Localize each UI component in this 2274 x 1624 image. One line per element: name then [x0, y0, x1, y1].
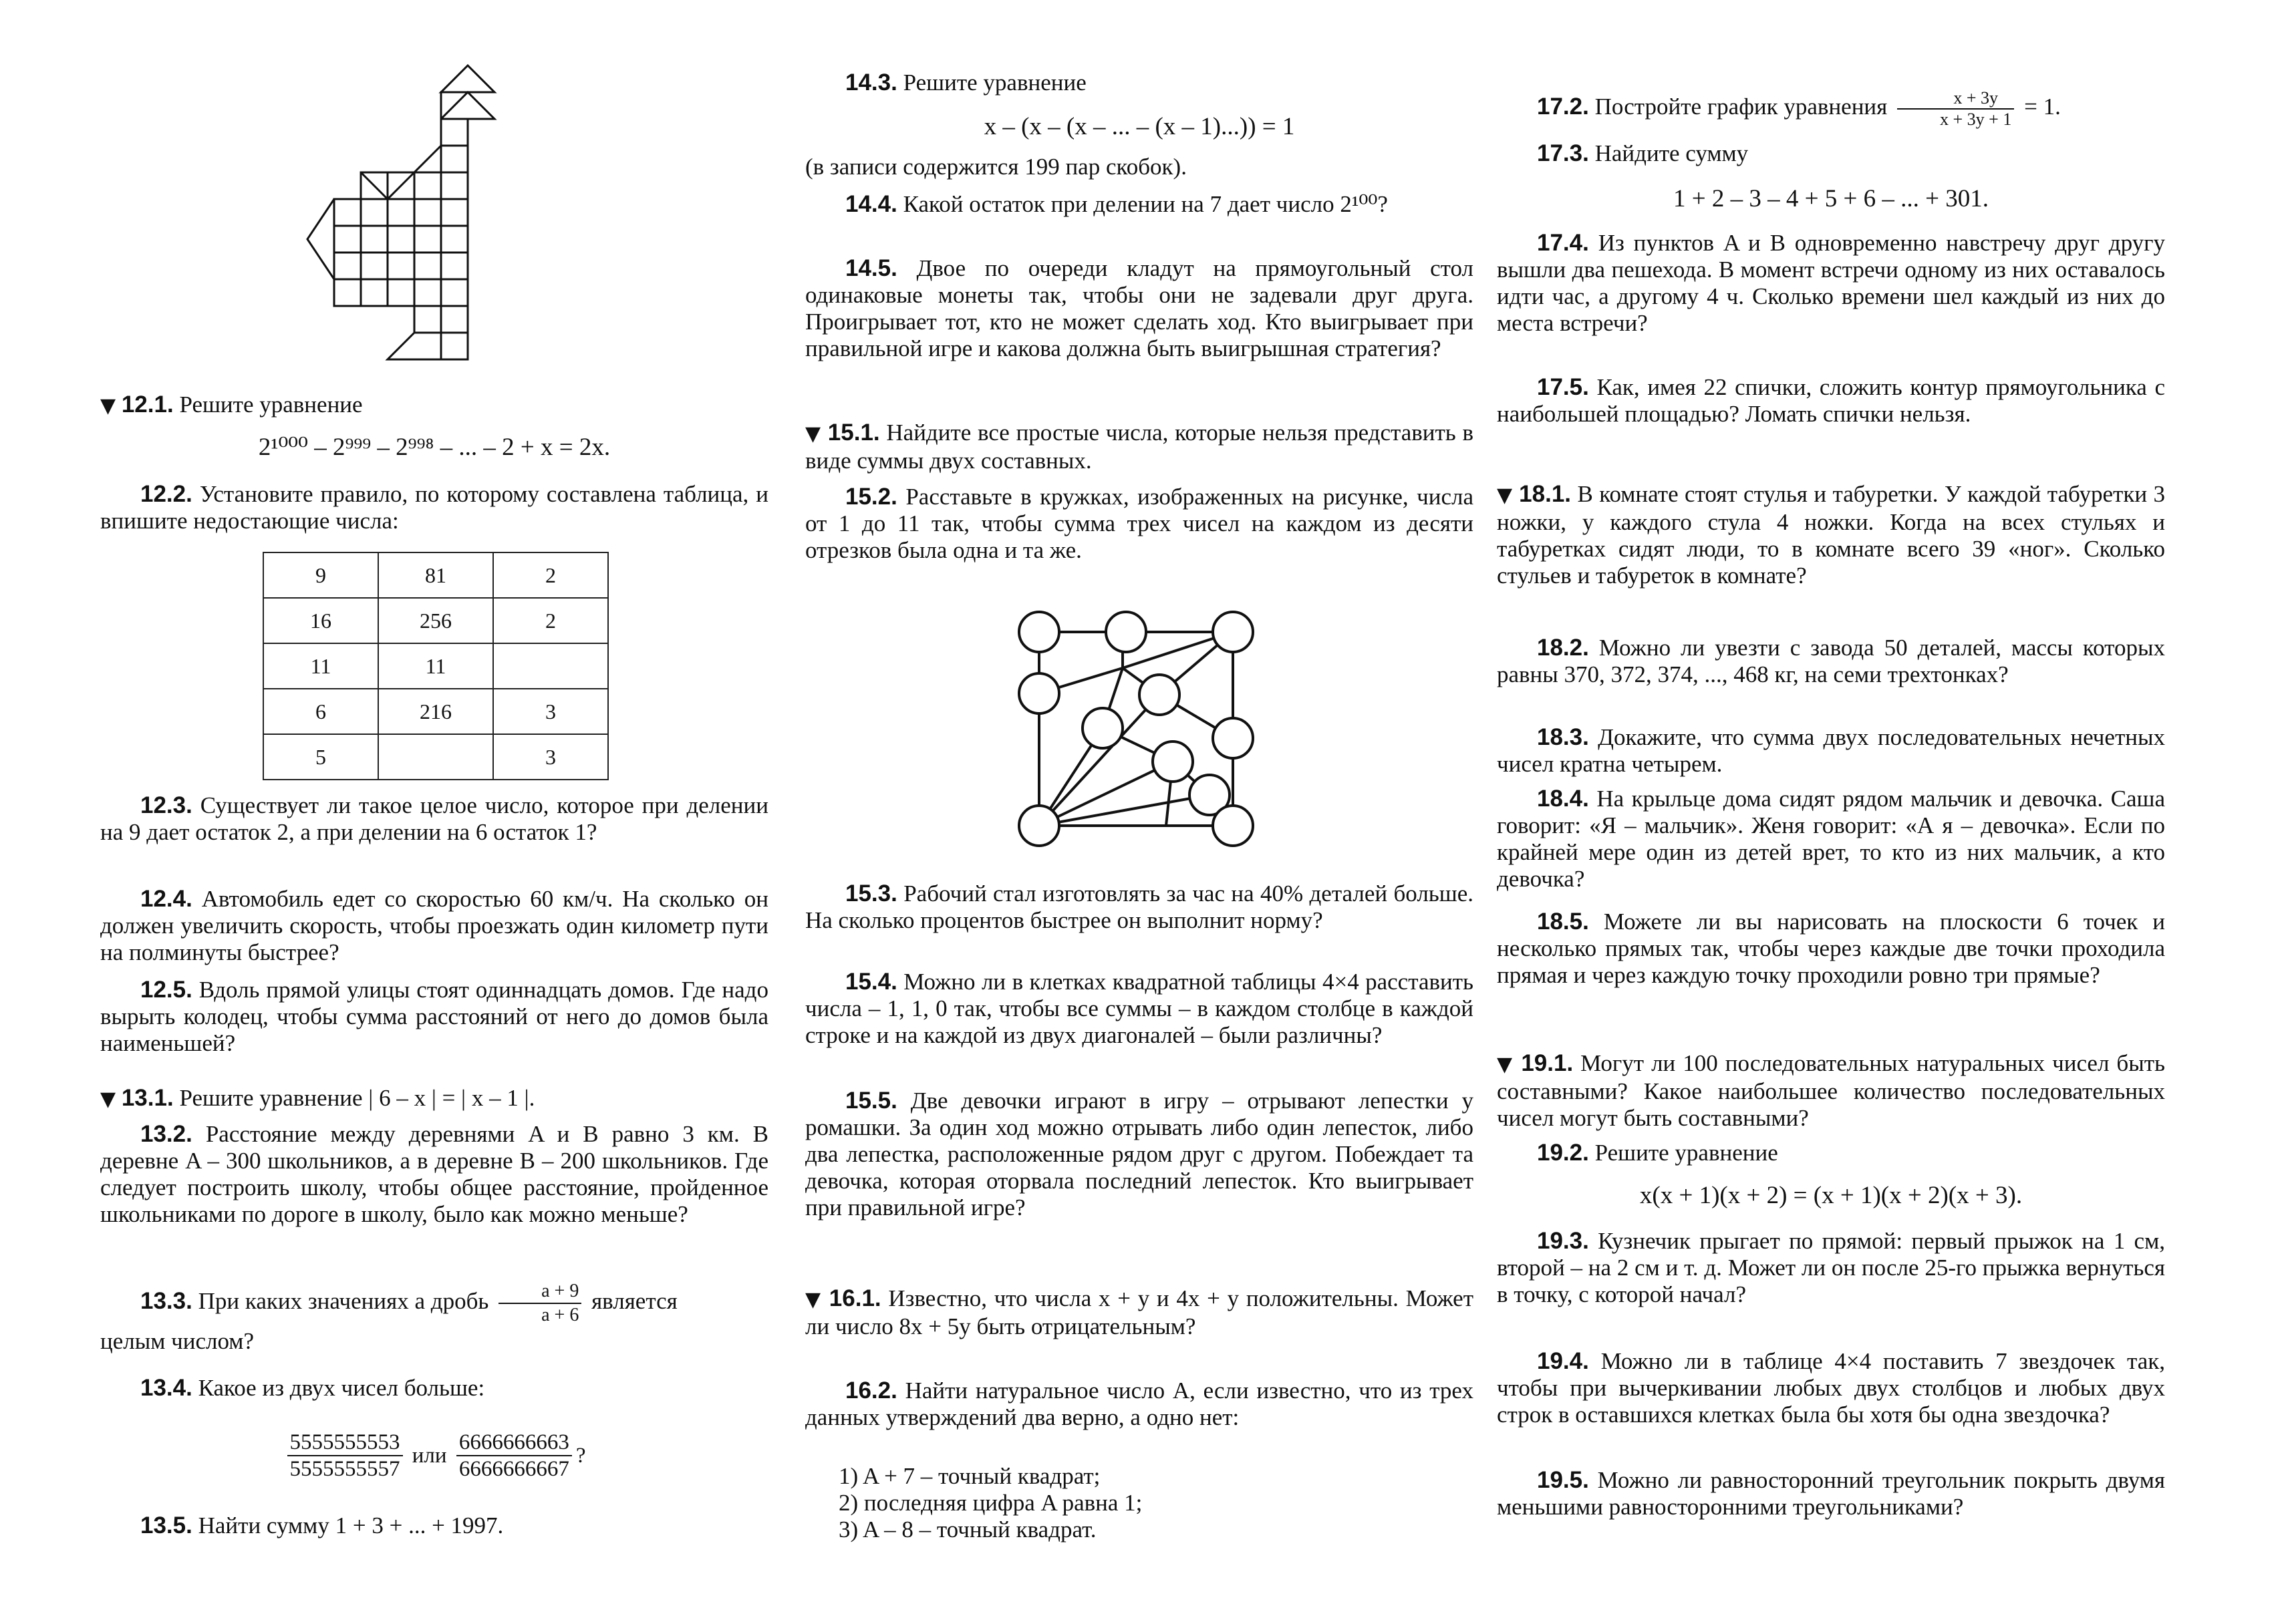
problem-12-2: 12.2. Установите правило, по которому составлена таблица, и впишите недостающие числа: [100, 481, 768, 534]
problem-13-5: 13.5. Найти сумму 1 + 3 + ... + 1997. [140, 1512, 504, 1538]
table-cell: 81 [378, 552, 493, 598]
problem-18-1: ▼ 18.1. В комнате стоят стулья и табуретки. У каждой табуретки 3 ножки, у каждого стула 4 ножки. Когда на всех стульях и табуретках сидят люди, то в комнате всего 39 «ног». Сколько стульев и табуреток в комнате? [1497, 481, 2166, 589]
problem-16-1: ▼ 16.1. Известно, что числа x + y и 4x + y положительны. Может ли число 8x + 5y быть отрицательным? [805, 1285, 1473, 1339]
problem-19-1: ▼ 19.1. Могут ли 100 последовательных натуральных чисел быть составными? Какое наибольшее количество последовательных чисел могут быть составными? [1497, 1050, 2166, 1131]
fraction: $\frac{x + 3y}{x + 3y + 1}$ [1897, 88, 2014, 130]
problem-12-3: 12.3. Существует ли такое целое число, которое при делении на 9 дает остаток 2, а при делении на 6 остаток 1? [100, 792, 768, 845]
problem-19-5: 19.5. Можно ли равносторонний треугольник покрыть двумя меньшими равносторонними треугольниками? [1497, 1467, 2165, 1520]
problem-15-3: 15.3. Рабочий стал изготовлять за час на 40% деталей больше. На сколько процентов быстрее он выполнит норму? [805, 880, 1473, 933]
table-cell: 216 [378, 689, 493, 734]
problem-17-2: 17.2. Постройте график уравнения $\frac{x + 3y}{x + 3y + 1}$ = 1. [1537, 88, 2061, 129]
problem-12-1: ▼ 12.1. Решите уравнение [100, 391, 363, 418]
equation-12-1: 2¹⁰⁰⁰ – 2⁹⁹⁹ – 2⁹⁹⁸ – ... – 2 + x = 2x. [258, 434, 611, 461]
problem-13-2: 13.2. Расстояние между деревнями A и B равно 3 км. В деревне A – 300 школьников, а в деревне B – 200 школьников. Где следует построить школу, чтобы общее расстояние, пройденное школьниками по дороге в школу, было как можно меньше? [100, 1121, 768, 1227]
problem-15-1: ▼ 15.1. Найдите все простые числа, которые нельзя представить в виде суммы двух составных. [805, 420, 1474, 474]
problem-19-4: 19.4. Можно ли в таблице 4×4 поставить 7 звездочек так, чтобы при вычеркивании любых двух столбцов и любых двух строк в оставшихся клетках была бы хотя бы одна звездочка? [1497, 1348, 2165, 1428]
table-cell: 3 [493, 734, 608, 780]
problem-17-4: 17.4. Из пунктов A и B одновременно навстречу друг другу вышли два пешехода. В момент встречи одному из них оставалось идти час, а другому 4 ч. Сколько времени шел каждый из них до места встречи? [1497, 230, 2165, 336]
problem-15-5: 15.5. Две девочки играют в игру – отрывают лепестки у ромашки. За один ход можно отрывать либо один лепесток, либо два лепестка, расположенные рядом друг с другом. Побеждает та девочка, которая оторвала последний лепесток. Кто выигрывает при правильной игре? [805, 1088, 1473, 1221]
problem-17-3: 17.3. Найдите сумму [1537, 140, 1749, 166]
problem-13-1: ▼ 13.1. Решите уравнение | 6 – x | = | x – 1 |. [100, 1085, 535, 1111]
problem-16-2: 16.2. Найти натуральное число A, если известно, что из трех данных утверждений два верно, а одно нет: [805, 1377, 1473, 1430]
problem-18-5: 18.5. Можете ли вы нарисовать на плоскости 6 точек и несколько прямых так, чтобы через каждые две точки проходила прямая и через каждую точку проходили ровно три прямые? [1497, 909, 2165, 988]
table-cell: 5 [263, 734, 378, 780]
problem-14-4: 14.4. Какой остаток при делении на 7 дает число 2¹⁰⁰? [845, 191, 1388, 217]
problem-15-4: 15.4. Можно ли в клетках квадратной таблицы 4×4 расставить числа – 1, 1, 0 так, чтобы все суммы – в каждом столбце в каждой строке и на каждой из двух диагоналей – были различны? [805, 969, 1473, 1048]
section-marker: ▼ [100, 394, 116, 418]
problem-14-3: 14.3. Решите уравнение [845, 69, 1087, 96]
list-item: 2) последняя цифра A равна 1; [839, 1490, 1143, 1516]
equation-19-2: x(x + 1)(x + 2) = (x + 1)(x + 2)(x + 3). [1639, 1182, 2023, 1209]
table-cell: 16 [263, 598, 378, 643]
list-item: 3) A – 8 – точный квадрат. [839, 1516, 1097, 1542]
problem-17-5: 17.5. Как, имея 22 спички, сложить контур прямоугольника с наибольшей площадью? Ломать спички нельзя. [1497, 374, 2165, 427]
problem-18-4: 18.4. На крыльце дома сидят рядом мальчик и девочка. Саша говорит: «Я – мальчик». Женя говорит: «А я – девочка». Если по крайней мере один из детей врет, то кто из них мальчик, а кто девочка? [1497, 786, 2165, 892]
problem-19-3: 19.3. Кузнечик прыгает по прямой: первый прыжок на 1 см, второй – на 2 см и т. д. Может ли он после 25-го прыжка вернуться в точку, с которой начал? [1497, 1228, 2165, 1307]
problem-13-4: 13.4. Какое из двух чисел больше: [140, 1375, 485, 1401]
equation-17-3: 1 + 2 – 3 – 4 + 5 + 6 – ... + 301. [1673, 185, 1989, 212]
problem-14-3-note: (в записи содержится 199 пар скобок). [805, 154, 1187, 180]
table-cell: 3 [493, 689, 608, 734]
problem-12-4: 12.4. Автомобиль едет со скоростью 60 км/ч. На сколько он должен увеличить скорость, чтобы проезжать один километр пути на полминуты быстрее? [100, 886, 768, 965]
fraction: $\frac{a + 9}{a + 6}$ [499, 1280, 581, 1327]
equation-13-4: $\frac{5555555553}{5555555557}$ или $\frac{6666666663}{6666666667}$ ? [234, 1430, 635, 1482]
table-cell: 11 [378, 643, 493, 689]
problem-14-5: 14.5. Двое по очереди кладут на прямоугольный стол одинаковые монеты так, чтобы они не задевали друг друга. Проигрывает тот, кто не может сделать ход. Кто выигрывает при правильной игре и какова должна быть выигрышная стратегия? [805, 255, 1473, 361]
problem-18-3: 18.3. Докажите, что сумма двух последовательных нечетных чисел кратна четырем. [1497, 724, 2165, 777]
table-cell: 9 [263, 552, 378, 598]
problem-19-2: 19.2. Решите уравнение [1537, 1140, 1778, 1166]
list-item: 1) A + 7 – точный квадрат; [839, 1463, 1101, 1489]
problem-12-5: 12.5. Вдоль прямой улицы стоят одиннадцать домов. Где надо вырыть колодец, чтобы сумма расстояний от него до домов была наименьшей? [100, 977, 768, 1056]
problem-16-2-list [839, 1463, 1440, 1543]
table-cell: 256 [378, 598, 493, 643]
table-cell: 11 [263, 643, 378, 689]
problem-18-2: 18.2. Можно ли увезти с завода 50 деталей, массы которых равны 370, 372, 374, ..., 468 кг, на семи трехтонках? [1497, 635, 2165, 687]
table-cell: 2 [493, 552, 608, 598]
table-cell: 6 [263, 689, 378, 734]
table-cell: 2 [493, 598, 608, 643]
problem-15-2: 15.2. Расставьте в кружках, изображенных на рисунке, числа от 1 до 11 так, чтобы сумма трех чисел на каждом из десяти отрезков была одна и та же. [805, 484, 1473, 563]
problem-13-3: 13.3. При каких значениях a дробь $\frac{a + 9}{a + 6}$ является целым числом? [100, 1281, 678, 1354]
equation-14-3: x – (x – (x – ... – (x – 1)...)) = 1 [984, 113, 1295, 140]
